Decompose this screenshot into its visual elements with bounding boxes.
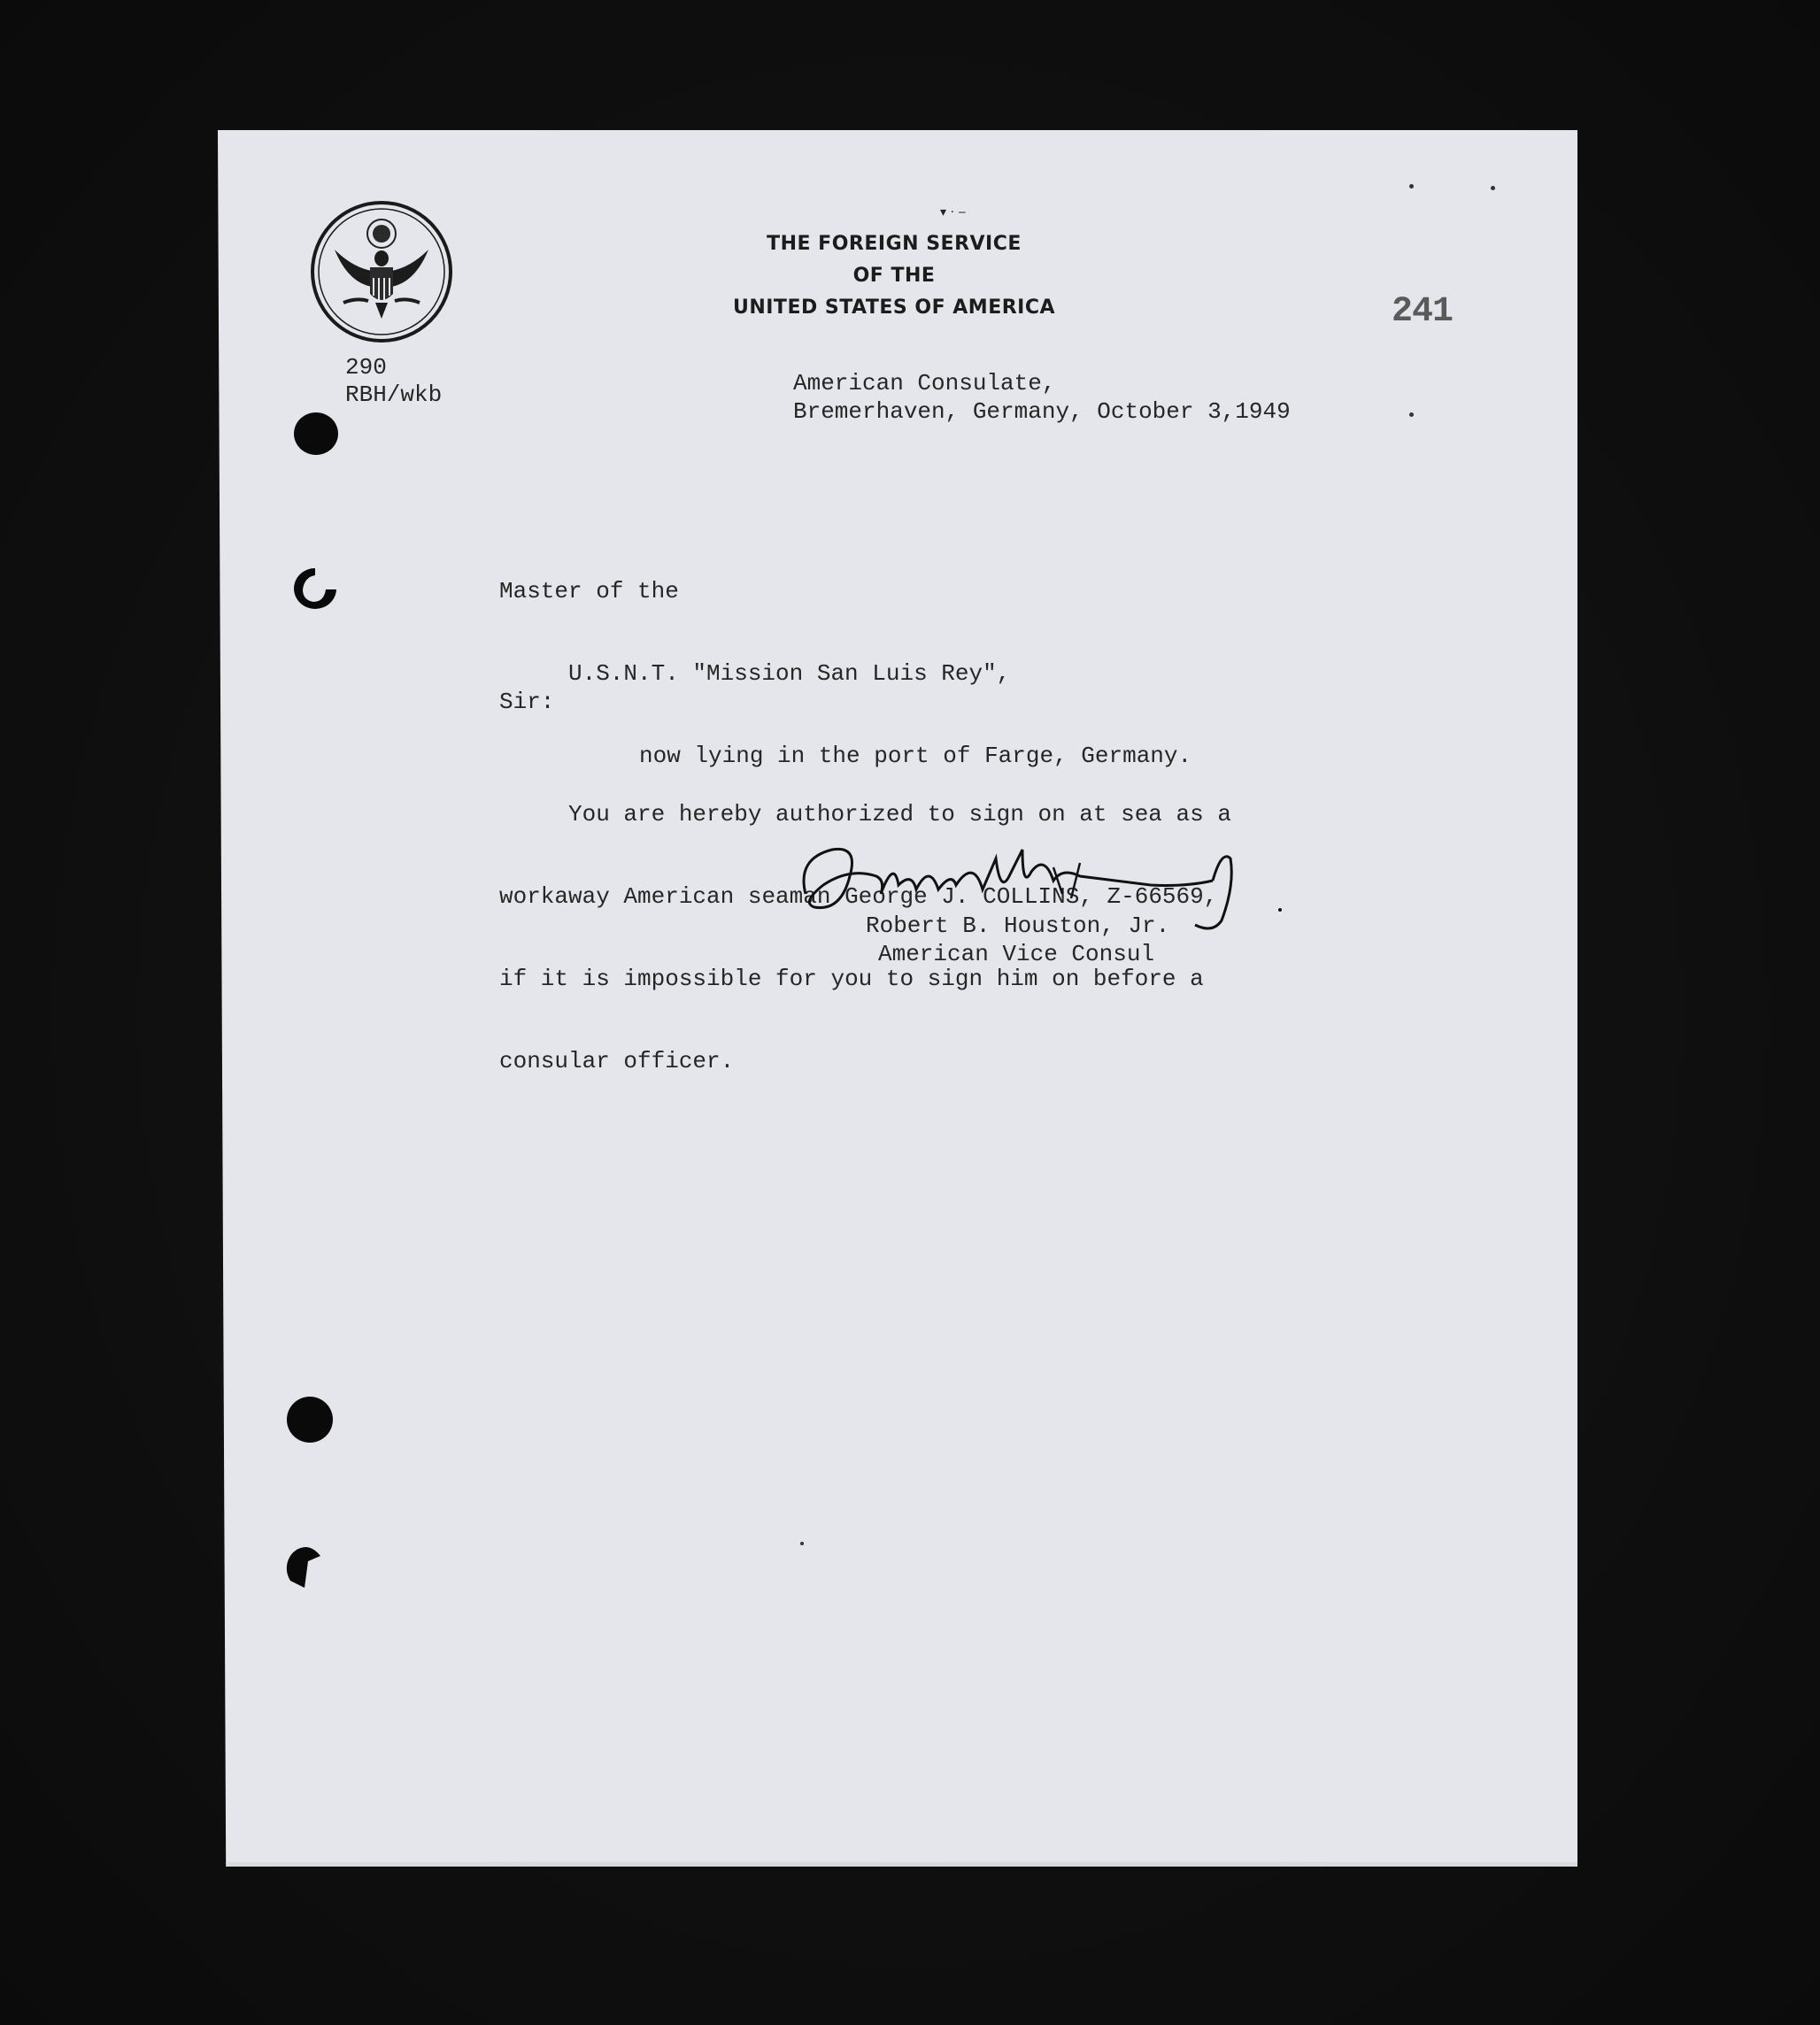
letterhead-line-3: UNITED STATES OF AMERICA bbox=[732, 296, 1056, 319]
salutation: Sir: bbox=[499, 689, 555, 715]
letterhead-line-1: THE FOREIGN SERVICE bbox=[767, 233, 1022, 255]
file-number: 290 bbox=[345, 354, 387, 381]
ink-speck bbox=[1409, 184, 1414, 189]
signatory-name: Robert B. Houston, Jr. bbox=[866, 912, 1170, 939]
file-reference bbox=[345, 354, 442, 409]
body-line-1: You are hereby authorized to sign on at sea as a bbox=[568, 801, 1231, 828]
ink-speck bbox=[1491, 186, 1495, 190]
signatory-title: American Vice Consul bbox=[878, 941, 1155, 967]
addressee-line-1: Master of the bbox=[499, 578, 679, 604]
punch-hole bbox=[290, 566, 340, 611]
punch-hole bbox=[287, 1397, 333, 1443]
page-number-stamp: 241 bbox=[1392, 292, 1454, 332]
punch-hole bbox=[294, 412, 338, 455]
body-line-4: consular officer. bbox=[499, 1048, 735, 1074]
great-seal-eagle-icon bbox=[308, 198, 455, 345]
ink-speck bbox=[800, 1542, 804, 1545]
body-line-2: workaway American seaman George J. COLLINS, Z-66569, bbox=[499, 883, 1218, 910]
ink-speck bbox=[1409, 412, 1414, 417]
page-edge bbox=[228, 1862, 1577, 1867]
letterhead-line-2: OF THE bbox=[852, 265, 936, 287]
dateline-place-date: Bremerhaven, Germany, October 3,1949 bbox=[793, 398, 1291, 425]
letterhead bbox=[673, 228, 1115, 324]
ink-speck: ▾ · ‒ bbox=[940, 205, 967, 219]
punch-hole bbox=[285, 1545, 326, 1590]
body-line-3: if it is impossible for you to sign him on before a bbox=[499, 966, 1204, 992]
addressee-line-3: now lying in the port of Farge, Germany. bbox=[639, 743, 1192, 769]
file-initials: RBH/wkb bbox=[345, 381, 443, 408]
addressee-line-2: U.S.N.T. "Mission San Luis Rey", bbox=[568, 660, 1011, 687]
dateline-office: American Consulate, bbox=[793, 370, 1056, 397]
